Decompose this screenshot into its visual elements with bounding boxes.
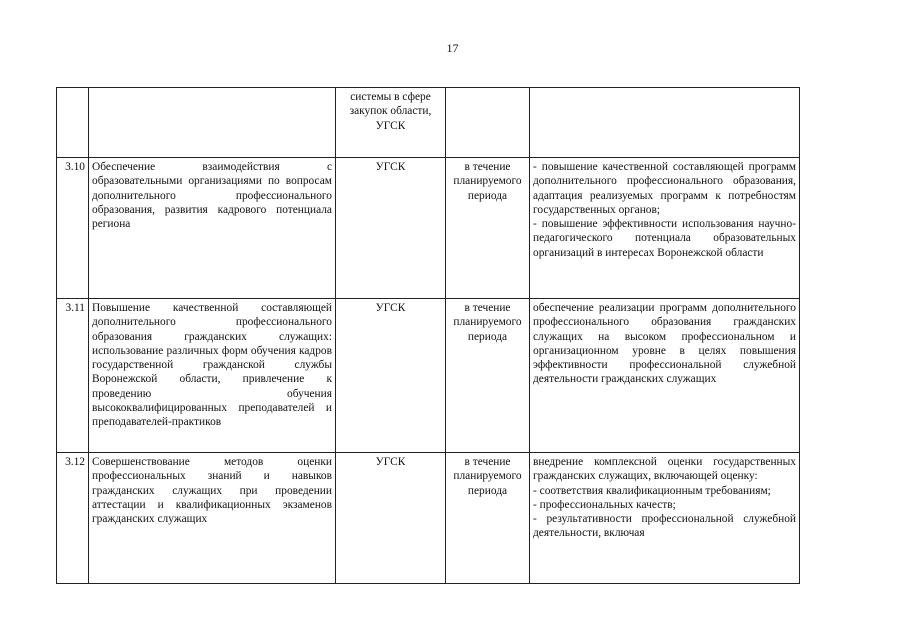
measure-cell <box>89 88 336 158</box>
row-number-cell: 3.12 <box>57 453 89 584</box>
result-line: внедрение комплексной оценки государственных гражданских служащих, включающей оценку: <box>533 456 796 483</box>
term-cell: в течение планируемого периода <box>446 299 530 453</box>
plan-table <box>56 87 800 584</box>
executor-cell: УГСК <box>336 158 446 299</box>
executor-cell: УГСК <box>336 453 446 584</box>
result-cell <box>530 453 800 584</box>
table-row-3-11 <box>57 299 800 453</box>
result-cell <box>530 158 800 299</box>
row-number-cell: 3.11 <box>57 299 89 453</box>
result-line: обеспечение реализации программ дополнительного профессионального образования гражданских служащих на высоком профессиональном и организационном уровне в целях повышения эффективности профессиональной служебной деятельности гражданских служащих <box>533 302 796 386</box>
term-cell <box>446 88 530 158</box>
result-cell <box>530 299 800 453</box>
result-cell <box>530 88 800 158</box>
result-line: - повышение эффективности использования научно-педагогического потенциала образовательных организаций в интересах Воронежской области <box>533 218 796 259</box>
table-row-continuation <box>57 88 800 158</box>
row-number-cell: 3.10 <box>57 158 89 299</box>
table-row-3-10 <box>57 158 800 299</box>
measure-cell: Повышение качественной составляющей дополнительного профессионального образования гражданских служащих: использование различных форм обучения кадров государственной гражданской службы Воронежской области, привлечение к проведению обучения высококвалифицированных преподавателей и преподавателей-практиков <box>89 299 336 453</box>
page-number: 17 <box>446 41 459 55</box>
result-line: - профессиональных качеств; <box>533 498 676 511</box>
term-cell: в течение планируемого периода <box>446 158 530 299</box>
result-line: - результативности профессиональной служебной деятельности, включая <box>533 513 796 540</box>
table-row-3-12 <box>57 453 800 584</box>
executor-cell: УГСК <box>336 299 446 453</box>
executor-cell: системы в сфере закупок области, УГСК <box>336 88 446 158</box>
result-line: - соответствия квалификационным требованиям; <box>533 484 771 497</box>
measure-cell: Обеспечение взаимодействия с образовательными организациями по вопросам дополнительного профессионального образования, развития кадрового потенциала региона <box>89 158 336 299</box>
row-number-cell <box>57 88 89 158</box>
result-line: - повышение качественной составляющей программ дополнительного профессионального образования, адаптация реализуемых программ к потребностям государственных органов; <box>533 161 796 216</box>
measure-cell: Совершенствование методов оценки профессиональных знаний и навыков гражданских служащих при проведении аттестации и квалификационных экзаменов гражданских служащих <box>89 453 336 584</box>
term-cell: в течение планируемого периода <box>446 453 530 584</box>
